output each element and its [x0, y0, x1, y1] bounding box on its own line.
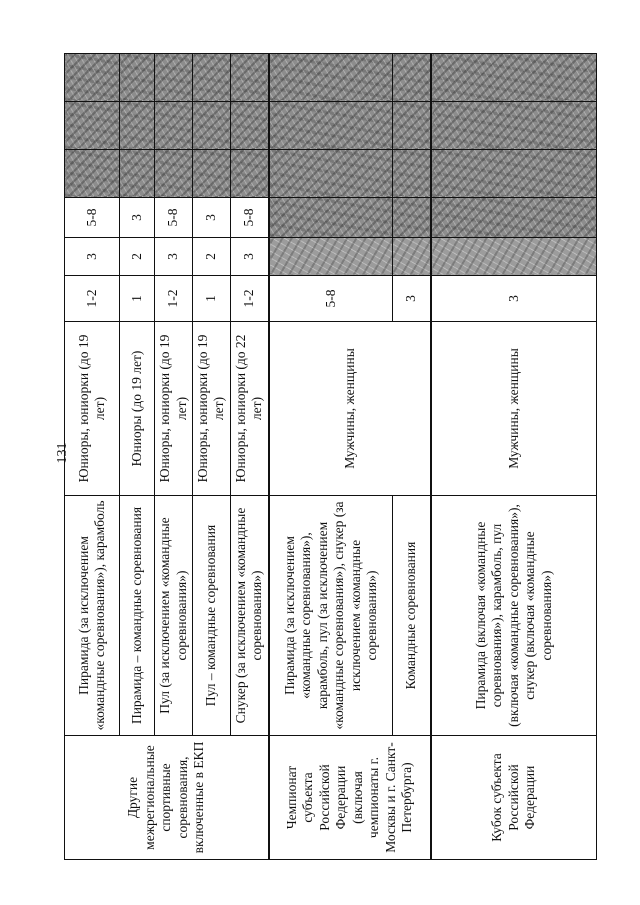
table-row [431, 54, 597, 860]
participants-cell: Юниоры, юниорки (до 22 лет) [230, 322, 268, 496]
shaded-cell [269, 102, 393, 150]
participants-cell: Юниоры (до 19 лет) [120, 322, 155, 496]
ranking-table [64, 53, 597, 860]
value-cell: 5-8 [230, 198, 268, 238]
participants-cell: Юниоры, юниорки (до 19 лет) [193, 322, 231, 496]
discipline-cell: Пул – командные соревнования [193, 496, 231, 736]
participants-cell: Юниоры, юниорки (до 19 лет) [65, 322, 120, 496]
shaded-cell [65, 102, 120, 150]
value-cell: 5-8 [155, 198, 193, 238]
shaded-cell [65, 54, 120, 102]
value-cell: 3 [193, 198, 231, 238]
category-cell: Чемпионат субъекта Российской Федерации (включая чемпионаты г. Москвы и г. Санкт-Петербурга) [269, 736, 431, 860]
shaded-cell [393, 102, 431, 150]
shaded-cell [393, 54, 431, 102]
value-cell: 5-8 [65, 198, 120, 238]
shaded-cell [269, 54, 393, 102]
shaded-cell [393, 238, 431, 276]
shaded-cell [155, 102, 193, 150]
value-cell: 3 [65, 238, 120, 276]
shaded-cell [230, 102, 268, 150]
shaded-cell [269, 238, 393, 276]
shaded-cell [269, 198, 393, 238]
shaded-cell [393, 150, 431, 198]
rotated-table-frame [64, 54, 576, 860]
shaded-cell [431, 102, 597, 150]
value-cell: 1-2 [230, 276, 268, 322]
value-cell: 2 [120, 238, 155, 276]
discipline-cell: Пирамида – командные соревнования [120, 496, 155, 736]
participants-cell: Юниоры, юниорки (до 19 лет) [155, 322, 193, 496]
shaded-cell [230, 54, 268, 102]
shaded-cell [431, 198, 597, 238]
shaded-cell [193, 102, 231, 150]
table-row [65, 54, 120, 860]
discipline-cell: Пирамида (включая «командные соревнования»), карамболь, пул (включая «командные соревнования»), снукер (включая «командные соревнования») [431, 496, 597, 736]
table-row [269, 54, 393, 860]
value-cell: 1-2 [65, 276, 120, 322]
category-cell: Кубок субъекта Российской Федерации [431, 736, 597, 860]
page-number: 131 [55, 442, 70, 464]
participants-cell: Мужчины, женщины [431, 322, 597, 496]
discipline-cell: Пул (за исключением «командные соревнования») [155, 496, 193, 736]
shaded-cell [155, 54, 193, 102]
value-cell: 2 [193, 238, 231, 276]
value-cell: 5-8 [269, 276, 393, 322]
value-cell: 3 [230, 238, 268, 276]
value-cell: 3 [393, 276, 431, 322]
value-cell: 1-2 [155, 276, 193, 322]
value-cell: 3 [155, 238, 193, 276]
shaded-cell [120, 150, 155, 198]
value-cell: 1 [120, 276, 155, 322]
shaded-cell [269, 150, 393, 198]
shaded-cell [230, 150, 268, 198]
shaded-cell [431, 238, 597, 276]
shaded-cell [393, 198, 431, 238]
discipline-cell: Снукер (за исключением «командные соревнования») [230, 496, 268, 736]
discipline-cell: Командные соревнования [393, 496, 431, 736]
discipline-cell: Пирамида (за исключением «командные соревнования»), карамболь, пул (за исключением «командные соревнования»), снукер (за исключением «командные соревнования») [269, 496, 393, 736]
shaded-cell [65, 150, 120, 198]
value-cell: 3 [431, 276, 597, 322]
participants-cell: Мужчины, женщины [269, 322, 431, 496]
discipline-cell: Пирамида (за исключением «командные соревнования»), карамболь [65, 496, 120, 736]
shaded-cell [193, 54, 231, 102]
value-cell: 3 [120, 198, 155, 238]
category-cell: Другие межрегиональные спортивные соревнования, включенные в ЕКП [65, 736, 269, 860]
value-cell: 1 [193, 276, 231, 322]
shaded-cell [431, 150, 597, 198]
shaded-cell [431, 54, 597, 102]
shaded-cell [120, 54, 155, 102]
shaded-cell [193, 150, 231, 198]
shaded-cell [120, 102, 155, 150]
shaded-cell [155, 150, 193, 198]
